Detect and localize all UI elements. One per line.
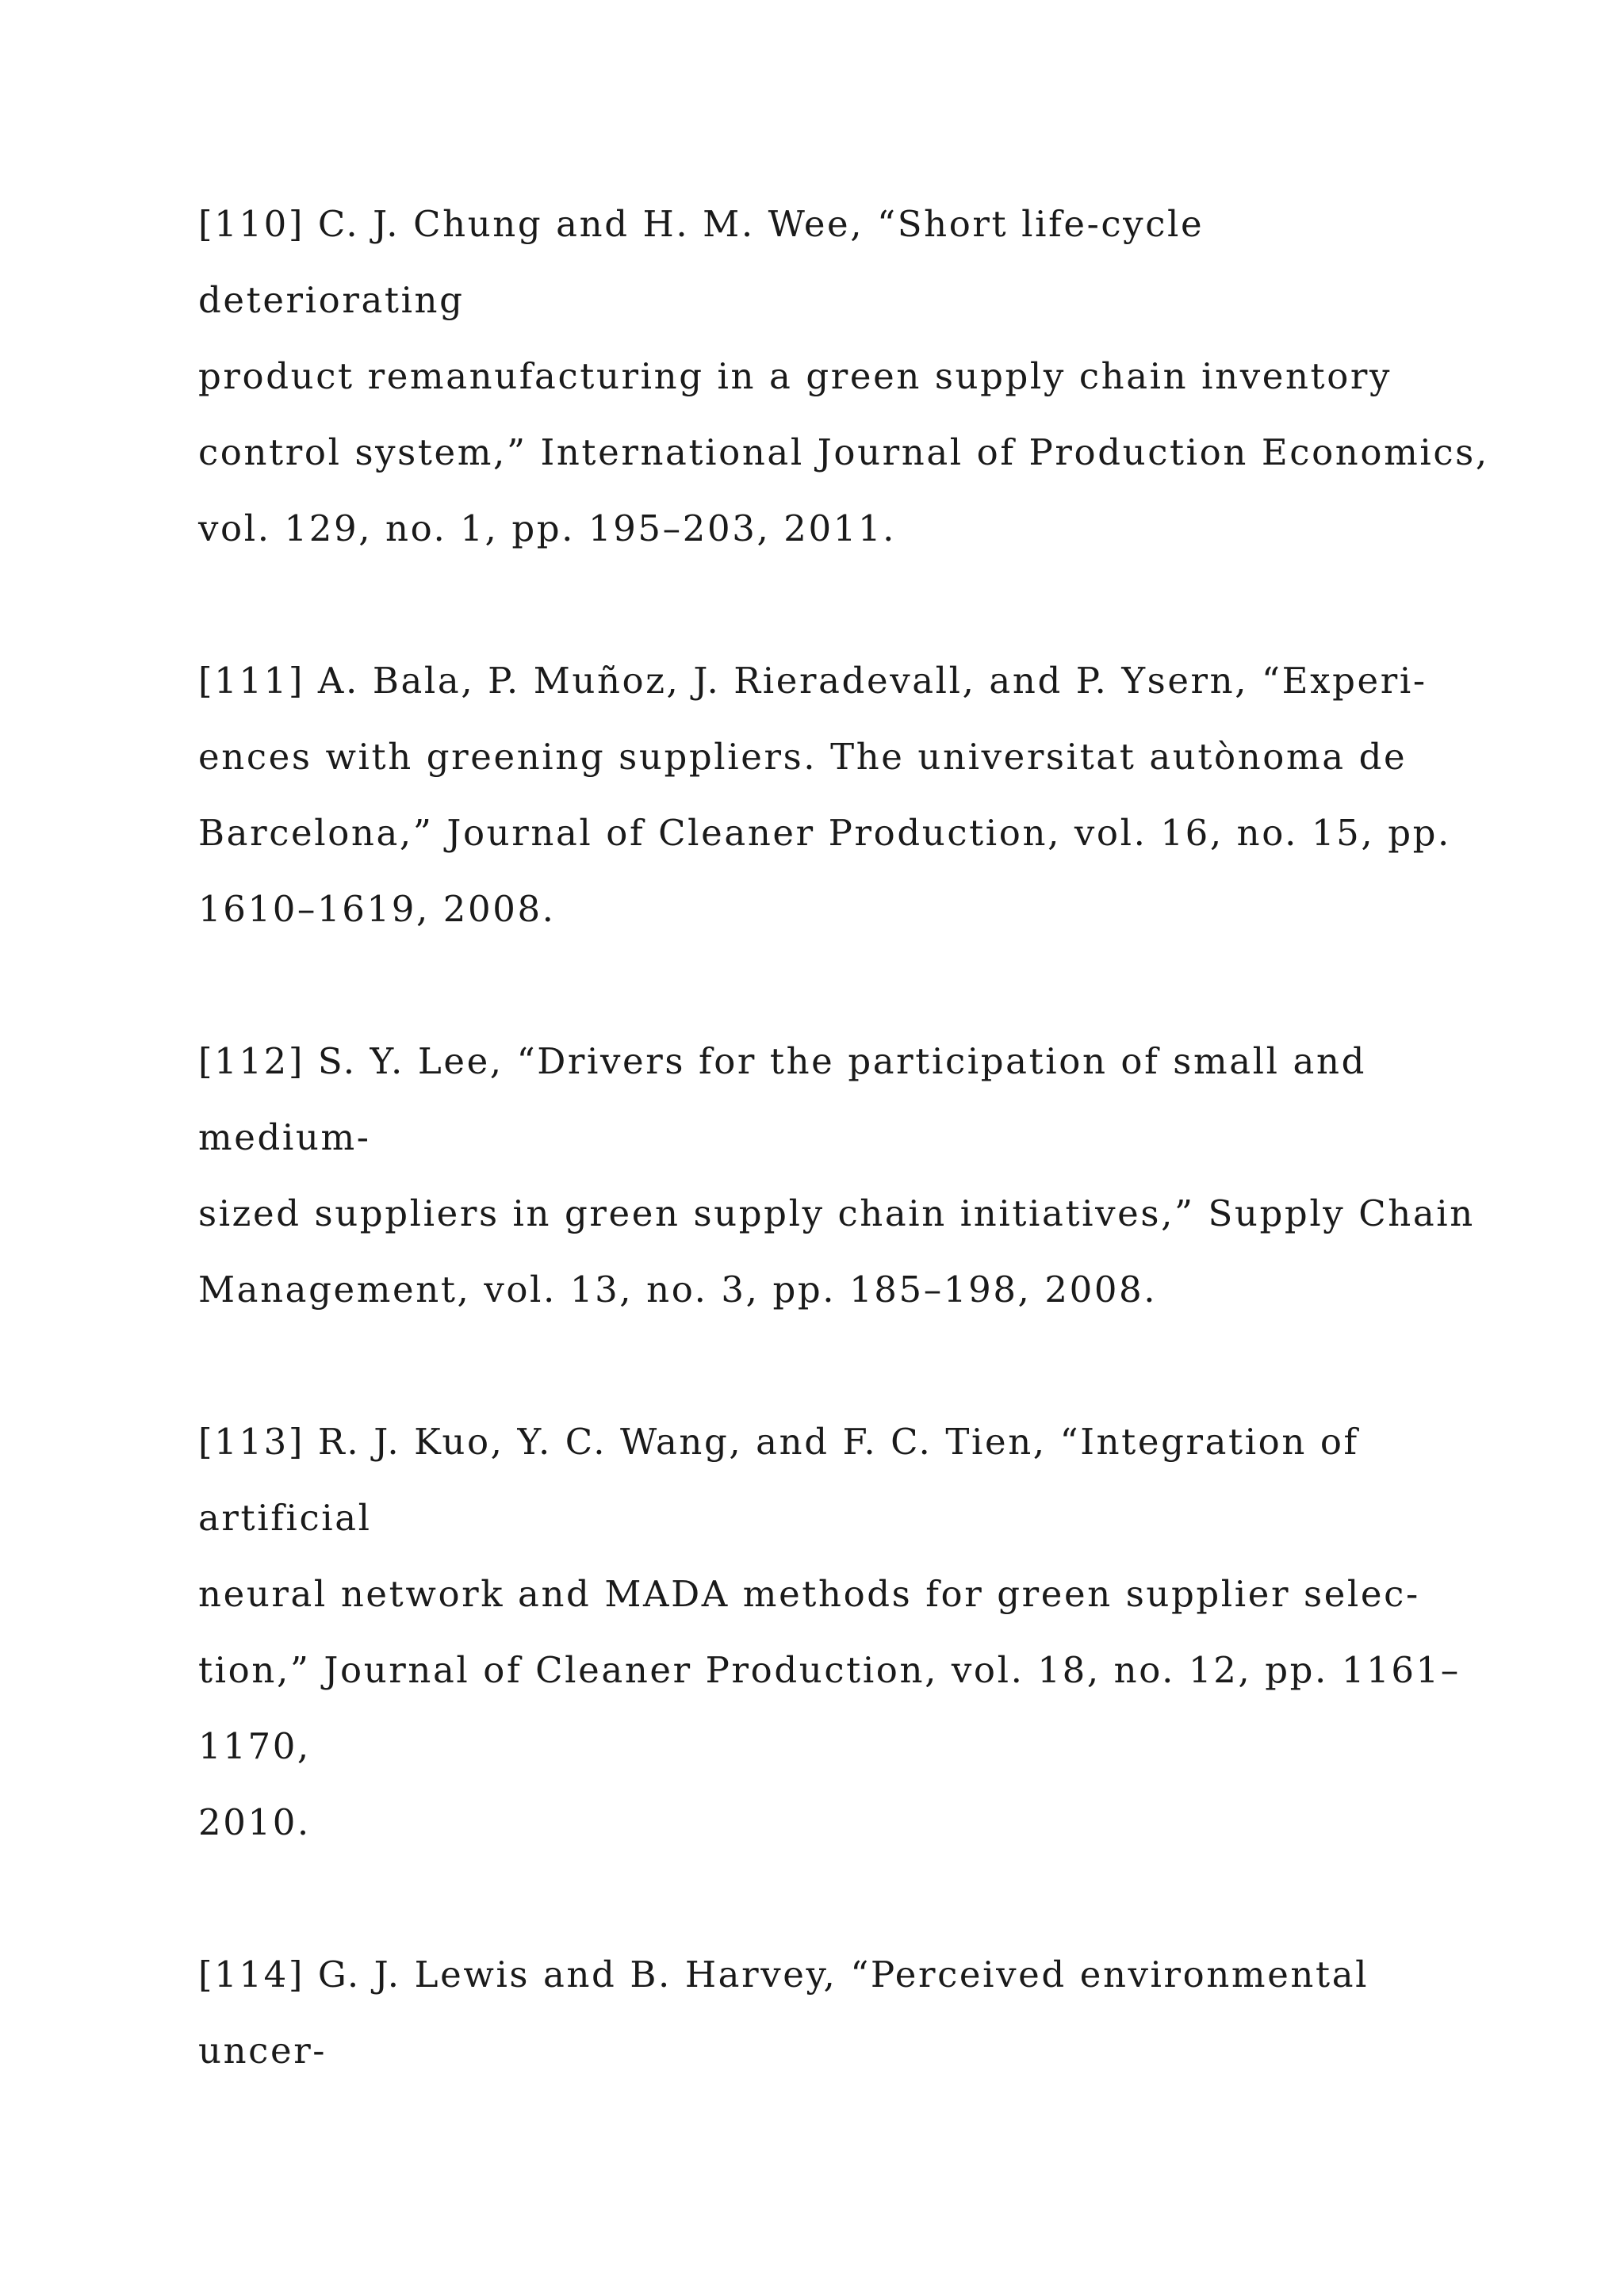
reference-line: vol. 129, no. 1, pp. 195–203, 2011. (198, 507, 897, 549)
reference-114 (198, 1937, 1507, 2089)
reference-111 (198, 643, 1507, 947)
reference-line: control system,” International Journal of Production Economics, (198, 431, 1489, 473)
reference-line: neural network and MADA methods for green supplier selec- (198, 1573, 1420, 1615)
reference-line: [111] A. Bala, P. Muñoz, J. Rieradevall, and P. Ysern, “Experi- (198, 660, 1427, 702)
reference-line: 1170, (198, 1725, 311, 1767)
reference-113 (198, 1404, 1507, 1861)
reference-line: Barcelona,” Journal of Cleaner Production, vol. 16, no. 15, pp. (198, 812, 1451, 854)
reference-line: artificial (198, 1497, 372, 1539)
reference-line: ences with greening suppliers. The universitat autònoma de (198, 736, 1408, 778)
reference-line: sized suppliers in green supply chain initiatives,” Supply Chain (198, 1192, 1475, 1234)
reference-line: tion,” Journal of Cleaner Production, vol. 18, no. 12, pp. 1161– (198, 1649, 1461, 1691)
reference-110 (198, 186, 1507, 567)
reference-line: [112] S. Y. Lee, “Drivers for the participation of small and (198, 1040, 1366, 1082)
reference-line: 2010. (198, 1801, 311, 1843)
reference-line: [110] C. J. Chung and H. M. Wee, “Short life-cycle (198, 203, 1205, 245)
reference-list (198, 186, 1507, 2165)
reference-line: Management, vol. 13, no. 3, pp. 185–198, 2008. (198, 1269, 1158, 1311)
reference-112 (198, 1024, 1507, 1328)
reference-line: 1610–1619, 2008. (198, 888, 556, 930)
reference-line: [113] R. J. Kuo, Y. C. Wang, and F. C. Tien, “Integration of (198, 1421, 1359, 1463)
reference-line: product remanufacturing in a green supply chain inventory (198, 355, 1392, 397)
reference-line: medium- (198, 1116, 371, 1158)
reference-line: deteriorating (198, 279, 465, 321)
reference-line: [114] G. J. Lewis and B. Harvey, “Perceived environmental (198, 1954, 1369, 1996)
reference-line: uncer- (198, 2030, 327, 2072)
